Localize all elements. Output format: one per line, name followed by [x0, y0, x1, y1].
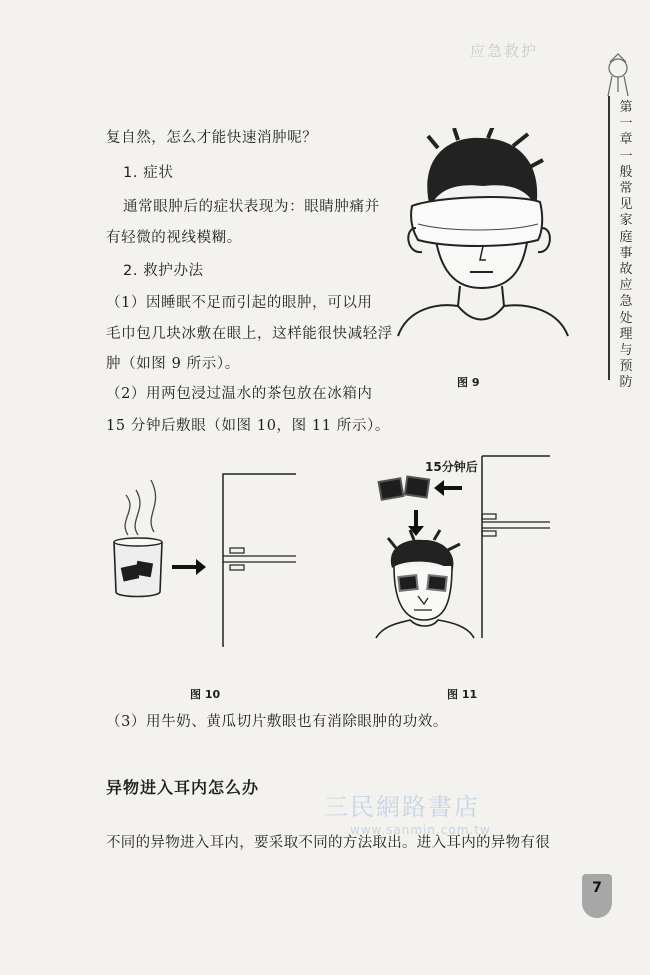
chapter-rule [608, 96, 610, 380]
symptoms-line-1: 通常眼肿后的症状表现为：眼睛肿痛并 [123, 199, 380, 215]
figure-11-label: 15分钟后 [425, 460, 478, 474]
figure-9-illustration [378, 128, 583, 343]
heading-remedies: 2. 救护办法 [123, 263, 204, 279]
header-logo: 应急救护 [470, 42, 539, 60]
remedy-1-line-1: （1）因睡眠不足而引起的眼肿，可以用 [106, 295, 373, 311]
remedy-1-line-3: 肿（如图 9 所示）。 [106, 356, 240, 372]
remedy-1-line-2: 毛巾包几块冰敷在眼上，这样能很快减轻浮 [106, 326, 393, 342]
remedy-2-line-1: （2）用两包浸过温水的茶包放在冰箱内 [106, 386, 373, 402]
page-number: 7 [582, 874, 612, 918]
section-body-line-1: 不同的异物进入耳内，要采取不同的方法取出。进入耳内的异物有很 [106, 835, 550, 851]
paragraph-intro: 复自然，怎么才能快速消肿呢？ [106, 130, 318, 146]
cartoon-mascot-icon [598, 52, 638, 100]
heading-symptoms: 1. 症状 [123, 165, 174, 181]
remedy-3-line-1: （3）用牛奶、黄瓜切片敷眼也有消除眼肿的功效。 [106, 714, 449, 730]
symptoms-line-2: 有轻微的视线模糊。 [106, 230, 242, 246]
figure-10-illustration [96, 470, 301, 670]
figure-11-illustration [374, 448, 552, 648]
section-heading: 异物进入耳内怎么办 [106, 778, 260, 797]
figure-10-caption: 图 10 [190, 688, 221, 701]
chapter-title-vertical: 第一章 一般常见家庭事故应急处理与预防 [619, 100, 633, 391]
figure-9-caption: 图 9 [457, 376, 480, 389]
remedy-2-line-2: 15 分钟后敷眼（如图 10，图 11 所示）。 [106, 418, 390, 434]
watermark-name: 三民網路書店 [324, 793, 480, 821]
watermark-url: www.sanmin.com.tw [350, 823, 491, 837]
figure-11-caption: 图 11 [447, 688, 478, 701]
